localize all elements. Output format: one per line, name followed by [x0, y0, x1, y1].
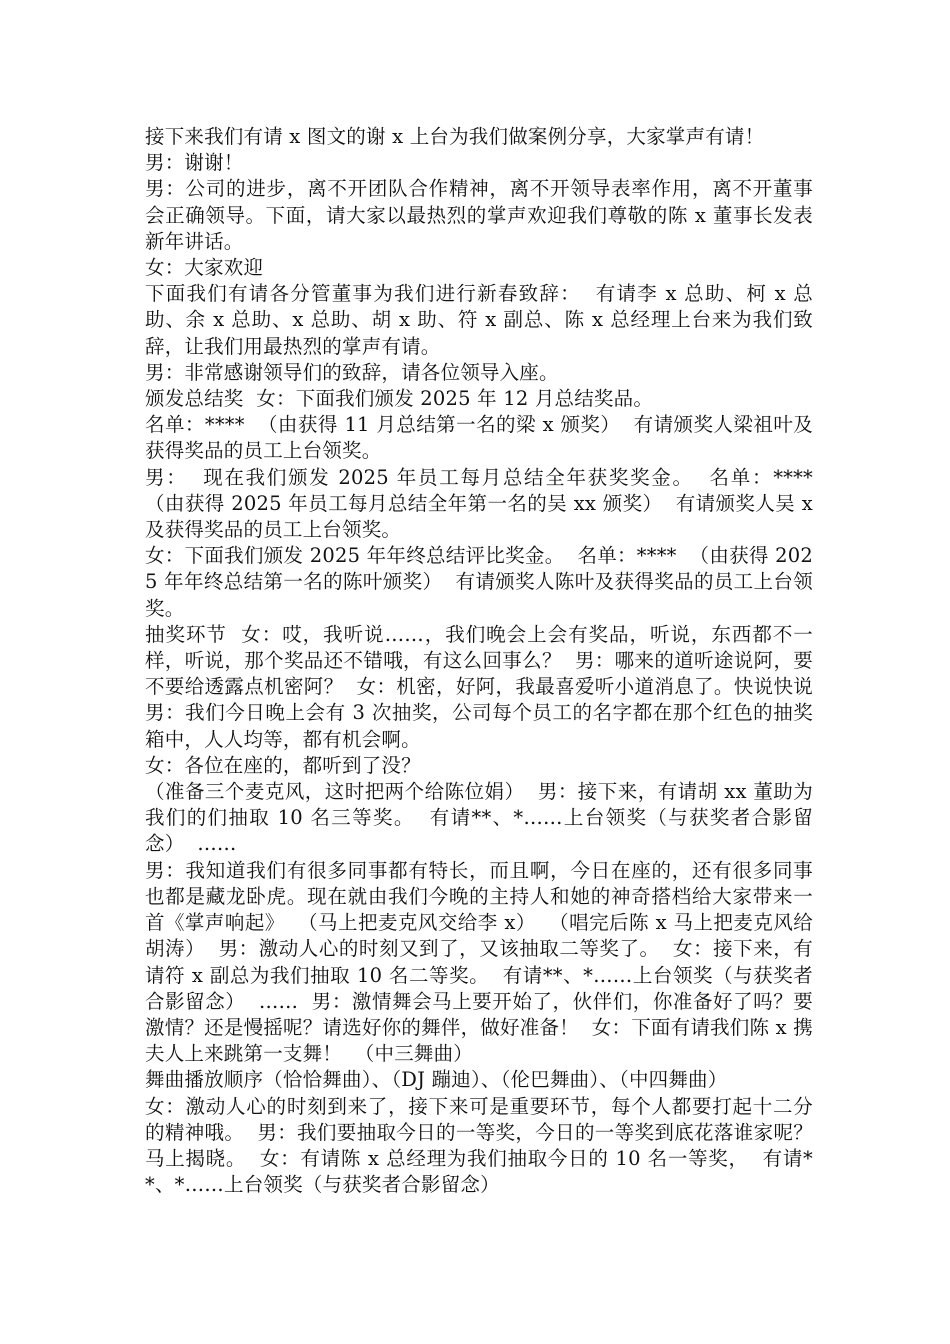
paragraph-male-thanks: 男：谢谢！	[145, 151, 244, 175]
document-body	[145, 124, 826, 1198]
paragraph-directors-greeting: 下面我们有请各分管董事为我们进行新春致辞： 有请李 x 总助、柯 x 总助、余 x 总助、x 总助、胡 x 助、符 x 副总、陈 x 总经理上台来为我们致辞，让我们用最热烈的掌声有请。	[145, 282, 813, 358]
paragraph-first-prize: 女：激动人心的时刻到来了，接下来可是重要环节，每个人都要打起十二分的精神哦。 男：我们要抽取今日的一等奖，今日的一等奖到底花落谁家呢？马上揭晓。 女：有请陈 x 总经理为我们抽取今日的 10 名一等奖， 有请**、*……上台领奖（与获奖者合影留念）	[145, 1094, 813, 1197]
paragraph-did-you-hear: 女：各位在座的，都听到了没？	[145, 753, 421, 777]
paragraph-chairman-speech: 男：公司的进步，离不开团队合作精神，离不开领导表率作用，离不开董事会正确领导。下面，请大家以最热烈的掌声欢迎我们尊敬的陈 x 董事长发表新年讲话。	[145, 177, 813, 253]
paragraph-november-list: 名单：**** （由获得 11 月总结第一名的梁 x 颁奖） 有请颁奖人梁祖叶及获得奖品的员工上台领奖。	[145, 413, 813, 463]
paragraph-second-prize-dance: 男：我知道我们有很多同事都有特长，而且啊，今日在座的，还有很多同事也都是藏龙卧虎。现在就由我们今晚的主持人和她的神奇搭档给大家带来一首《掌声响起》 （马上把麦克风交给李 x） （唱完后陈 x 马上把麦克风给胡涛） 男：激动人心的时刻又到了，又该抽取二等奖了。 女：接下来，有请符 x 副总为我们抽取 10 名二等奖。 有请**、*……上台领奖（与获奖者合影留念） …… 男：激情舞会马上要开始了，伙伴们，你准备好了吗？要激情？还是慢摇呢？请选好你的舞伴，做好准备！ 女：下面有请我们陈 x 携夫人上来跳第一支舞！ （中三舞曲）	[145, 858, 813, 1066]
paragraph-annual-monthly-award: 男： 现在我们颁发 2025 年员工每月总结全年获奖奖金。 名单：**** （由获得 2025 年员工每月总结全年第一名的吴 xx 颁奖） 有请颁奖人吴 x 及获得奖品的员工上台领奖。	[145, 465, 826, 542]
paragraph-invite-case-share: 接下来我们有请 x 图文的谢 x 上台为我们做案例分享，大家掌声有请！	[145, 125, 765, 148]
paragraph-female-welcome: 女：大家欢迎	[145, 256, 264, 280]
paragraph-lottery-intro: 抽奖环节 女：哎，我听说……，我们晚会上会有奖品，听说，东西都不一样，听说，那个奖品还不错哦，有这么回事么？ 男：哪来的道听途说阿，要不要给透露点机密阿？ 女：机密，好阿，我最喜爱听小道消息了。快说快说 男：我们今日晚上会有 3 次抽奖，公司每个员工的名字都在那个红色的抽奖箱中，人人均等，都有机会啊。	[145, 622, 826, 751]
paragraph-leaders-seated: 男：非常感谢领导们的致辞，请各位领导入座。	[145, 360, 559, 384]
paragraph-year-end-award: 女：下面我们颁发 2025 年年终总结评比奖金。 名单：**** （由获得 2025 年年终总结第一名的陈叶颁奖） 有请颁奖人陈叶及获得奖品的员工上台领奖。	[145, 544, 813, 620]
paragraph-third-prize: （准备三个麦克风，这时把两个给陈位娟） 男：接下来，有请胡 xx 董助为我们的们抽取 10 名三等奖。 有请**、*……上台领奖（与获奖者合影留念） ……	[145, 780, 813, 856]
paragraph-dance-order: 舞曲播放顺序（恰恰舞曲）、（DJ 蹦迪）、（伦巴舞曲）、（中四舞曲）	[145, 1068, 728, 1092]
paragraph-summary-award: 颁发总结奖 女：下面我们颁发 2025 年 12 月总结奖品。	[145, 387, 654, 411]
